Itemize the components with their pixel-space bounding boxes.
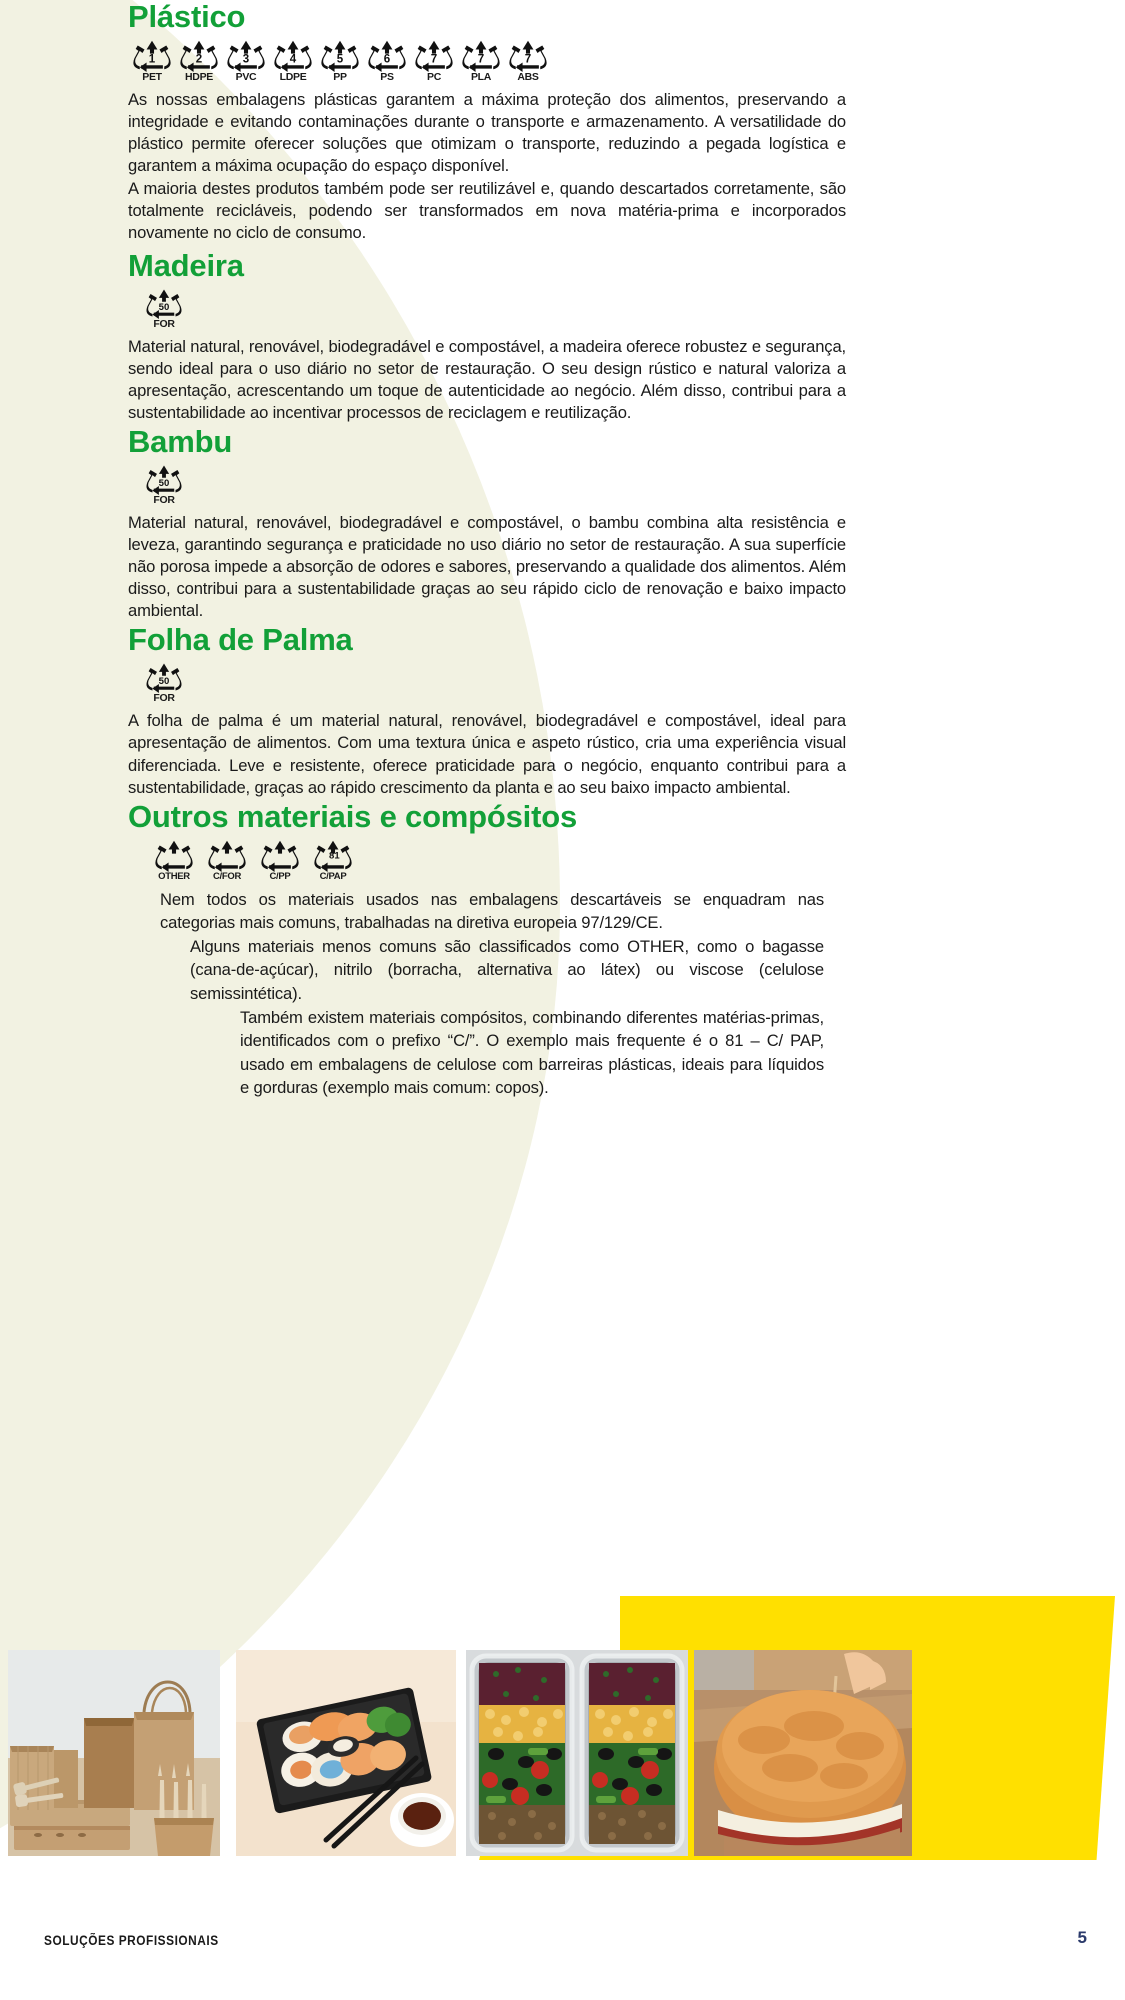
recycle-symbol-icon <box>224 38 268 83</box>
symbol-row-bambu <box>142 463 846 506</box>
photo-meal-prep-containers <box>466 1650 688 1856</box>
recycle-symbol-icon <box>307 838 359 882</box>
section-title-bambu: Bambu <box>128 423 233 459</box>
svg-text:50: 50 <box>158 676 170 688</box>
symbol-label: PLA <box>470 71 492 84</box>
symbol-label: FOR <box>153 692 175 705</box>
section-title-madeira: Madeira <box>128 247 244 283</box>
photo-kraft-packaging <box>8 1650 220 1856</box>
paragraph: Material natural, renovável, biodegradável e compostável, a madeira oferece robustez e segurança, sendo ideal para o uso diário no setor de restauração. O seu design rústico e natural valoriza a apresentação, acrescentando um toque de autenticidade ao negócio. Além disso, contribui para a sustentabilidade ao incentivar processos de reciclagem e reutilização. <box>128 336 846 422</box>
recycle-symbol-icon <box>412 38 456 83</box>
recycle-symbol-icon <box>148 838 200 882</box>
symbol-label: C/PP <box>269 870 291 882</box>
svg-text:7: 7 <box>430 53 438 66</box>
symbol-label: PP <box>333 71 347 84</box>
svg-text:4: 4 <box>289 53 297 66</box>
symbol-label: LDPE <box>279 71 307 84</box>
footer-white-band <box>0 1860 1125 2000</box>
section-title-plastico: Plástico <box>128 0 246 34</box>
recycle-symbol-icon <box>177 38 221 83</box>
paragraphs-plastico <box>128 89 846 244</box>
recycle-symbol-icon <box>318 38 362 83</box>
svg-text:7: 7 <box>524 53 532 66</box>
photo-strip <box>0 1650 1125 1856</box>
symbol-label: PS <box>380 71 394 84</box>
symbol-label: C/PAP <box>319 870 347 882</box>
recycle-symbol-icon <box>142 287 186 330</box>
symbol-label: OTHER <box>158 870 190 882</box>
recycle-symbol-icon <box>142 463 186 506</box>
symbol-label: PET <box>142 71 162 84</box>
photo-sushi-tray <box>236 1650 456 1856</box>
paragraph: A maioria destes produtos também pode ser reutilizável e, quando descartados corretamente, são totalmente recicláveis, podendo ser transformados em nova matéria-prima e incorporados novamente no ciclo de consumo. <box>128 179 846 243</box>
section-title-folha-de-palma: Folha de Palma <box>128 622 353 658</box>
svg-text:3: 3 <box>242 53 250 66</box>
page-number: 5 <box>1077 1928 1087 1947</box>
paragraph: As nossas embalagens plásticas garantem a máxima proteção dos alimentos, preservando a integridade e evitando contaminações durante o transporte e armazenamento. A versatilidade do plástico permite oferecer soluções que otimizam o transporte, reduzindo a pegada logística e garantem a máxima ocupação do espaço disponível. <box>128 90 846 176</box>
symbol-row-folha-de-palma <box>142 661 846 704</box>
recycle-symbol-icon <box>365 38 409 83</box>
footer-brand-text: SOLUÇÕES PROFISSIONAIS <box>44 1933 219 1948</box>
stair-paragraphs-outros <box>128 888 846 1100</box>
paragraph: A folha de palma é um material natural, renovável, biodegradável e compostável, ideal para apresentação de alimentos. Com uma textura única e aspeto rústico, cria uma experiência visual diferenciada. Leve e resistente, oferece praticidade para o negócio, enquanto contribui para a sustentabilidade, graças ao rápido crescimento da planta e ao seu baixo impacto ambiental. <box>128 711 846 797</box>
symbol-label: PC <box>427 71 441 84</box>
paragraph: Também existem materiais compósitos, combinando diferentes matérias-primas, identificados com o prefixo “C/”. O exemplo mais frequente é o 81 – C/ PAP, usado em embalagens de celulose com barreiras plásticas, ideais para líquidos e gorduras (exemplo mais comum: copos). <box>240 1007 824 1098</box>
svg-text:6: 6 <box>383 53 391 66</box>
symbol-label: C/FOR <box>212 870 242 882</box>
symbol-label: FOR <box>153 493 175 506</box>
svg-text:50: 50 <box>158 301 170 313</box>
recycle-symbol-icon <box>271 38 315 83</box>
section-title-outros-materiais: Outros materiais e compósitos <box>128 798 577 834</box>
symbol-label: ABS <box>517 71 539 84</box>
symbol-label: HDPE <box>185 71 213 84</box>
svg-text:2: 2 <box>195 53 203 66</box>
content-column <box>128 0 846 1100</box>
svg-text:81: 81 <box>329 850 340 862</box>
recycle-symbol-icon <box>142 661 186 704</box>
recycle-symbol-icon <box>506 38 550 83</box>
symbol-label: PVC <box>235 71 257 84</box>
symbol-row-plastico <box>130 38 846 83</box>
svg-text:1: 1 <box>148 53 156 66</box>
svg-text:7: 7 <box>477 53 485 66</box>
recycle-symbol-icon <box>201 838 253 882</box>
paragraph: Alguns materiais menos comuns são classificados como OTHER, como o bagasse (cana-de-açúcar), nitrilo (borracha, alternativa ao látex) ou viscose (celulose semissintética). <box>190 936 824 1003</box>
paragraph: Material natural, renovável, biodegradável e compostável, o bambu combina alta resistência e leveza, garantindo segurança e praticidade no uso diário no setor de restauração. A sua superfície não porosa impede a absorção de odores e sabores, preservando a qualidade dos alimentos. Além disso, contribui para a sustentabilidade graças ao seu rápido ciclo de renovação e baixo impacto ambiental. <box>128 512 846 621</box>
recycle-symbol-icon <box>130 38 174 83</box>
symbol-label: FOR <box>153 317 175 330</box>
symbol-row-madeira <box>142 287 846 330</box>
svg-text:50: 50 <box>158 478 170 490</box>
recycle-symbol-icon <box>254 838 306 882</box>
svg-text:5: 5 <box>336 53 344 66</box>
paragraph: Nem todos os materiais usados nas embalagens descartáveis se enquadram nas categorias mais comuns, trabalhadas na diretiva europeia 97/129/CE. <box>160 889 824 933</box>
recycle-symbol-icon <box>459 38 503 83</box>
photo-burger-in-kraft-box <box>694 1650 912 1856</box>
symbol-row-outros <box>148 838 846 882</box>
